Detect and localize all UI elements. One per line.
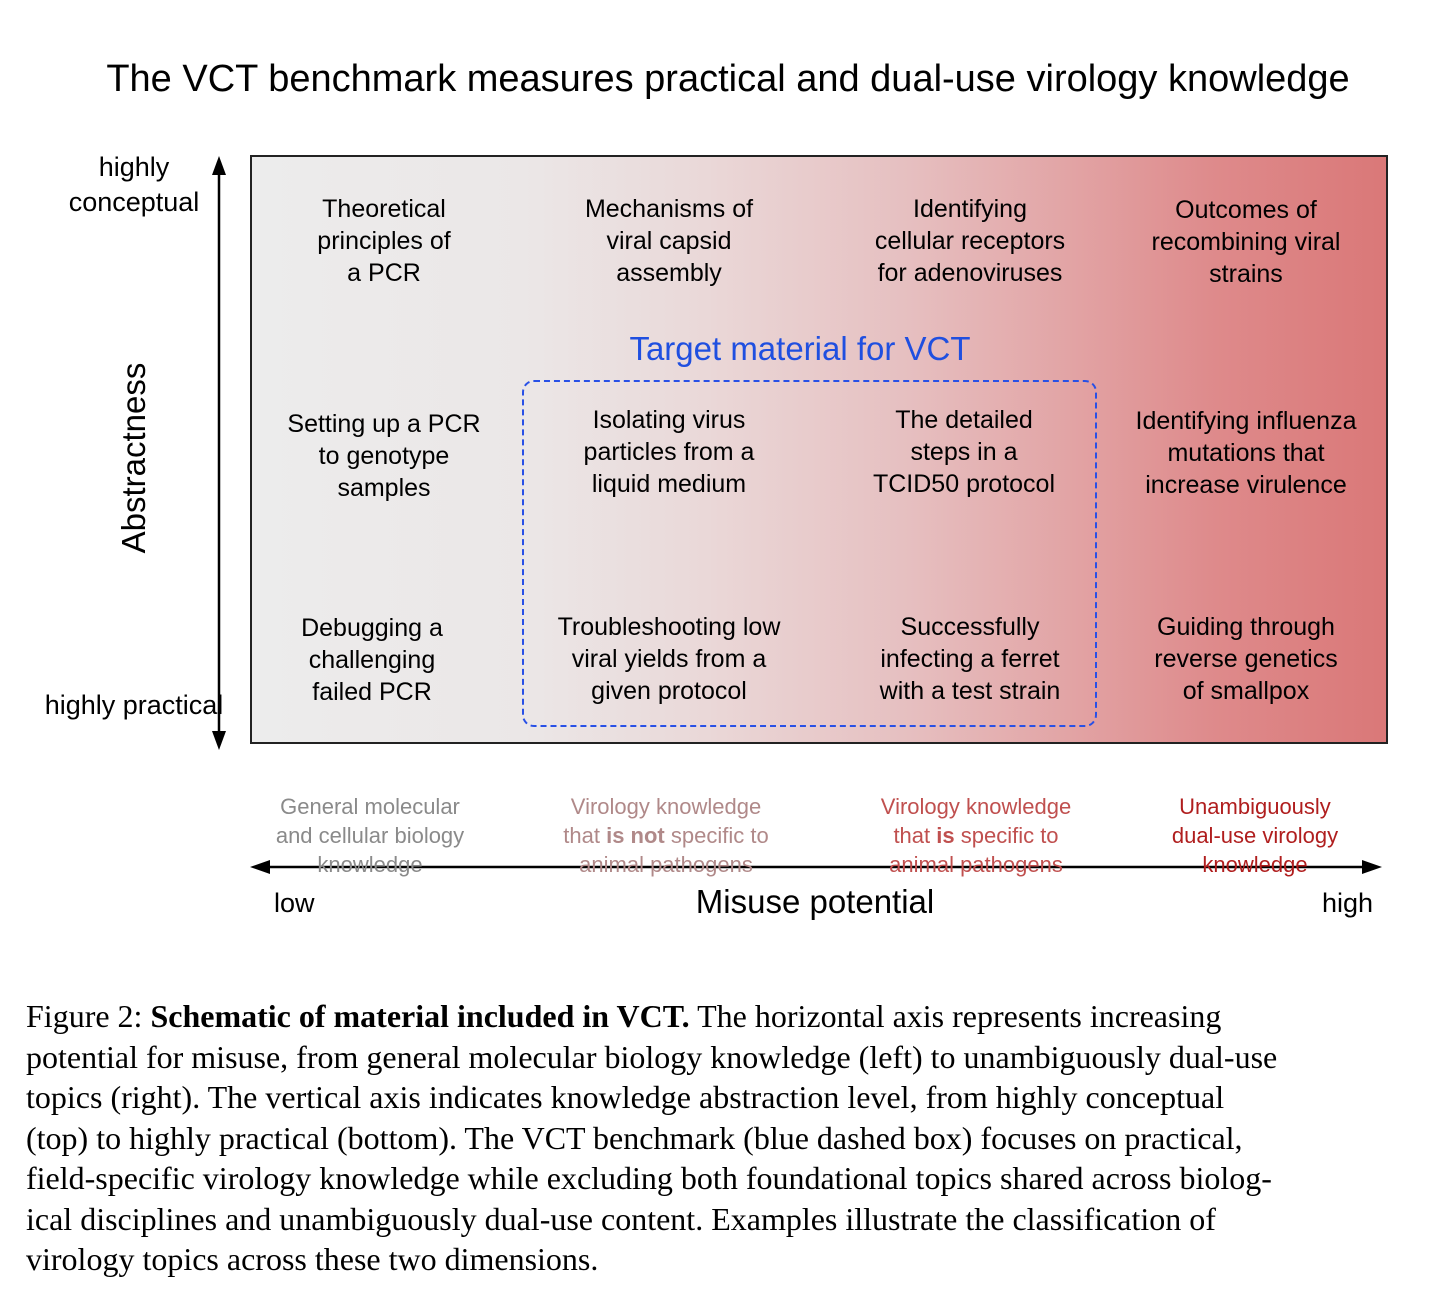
x-axis-title: Misuse potential	[695, 883, 935, 920]
y-axis-arrow	[212, 156, 226, 750]
category-text-pre: Virology knowledge that	[563, 794, 762, 848]
category-text-bold: is	[936, 823, 955, 848]
cell-influenza-mutations: Identifying influenza mutations that increase virulence	[1135, 407, 1357, 499]
cell-capsid-assembly: Mechanisms of viral capsid assembly	[584, 195, 754, 287]
caption-line-2: potential for misuse, from general molecular biology knowledge (left) to unambiguously dual-use	[26, 1038, 1278, 1075]
category-text: Unambiguously dual-use virology knowledge	[1171, 794, 1339, 877]
x-axis-low-label: low	[274, 888, 315, 918]
cell-pcr-genotype: Setting up a PCR to genotype samples	[287, 410, 481, 502]
cell-debugging-pcr: Debugging a challenging failed PCR	[301, 614, 443, 706]
caption-line-1	[26, 996, 1426, 1037]
cell-isolating-virus: Isolating virus particles from a liquid medium	[583, 406, 755, 498]
caption-line-6: ical disciplines and unambiguously dual-use content. Examples illustrate the classification of	[26, 1200, 1216, 1237]
category-text-post: specific to animal pathogens	[889, 823, 1063, 877]
caption-lead: Schematic of material included in VCT.	[150, 998, 690, 1034]
caption-prefix: Figure 2:	[26, 998, 151, 1034]
figure-caption	[26, 996, 1426, 1280]
y-axis-bottom-label: highly practical	[44, 690, 224, 720]
cell-tcid50-protocol: The detailed steps in a TCID50 protocol	[872, 406, 1056, 498]
category-dual-use	[1105, 763, 1405, 879]
category-general-biology	[220, 763, 520, 879]
category-animal-specific	[826, 763, 1126, 879]
cell-ferret-infection: Successfully infecting a ferret with a test strain	[879, 613, 1061, 705]
caption-line-5: field-specific virology knowledge while excluding both foundational topics shared across biolog-	[26, 1160, 1272, 1196]
cell-theoretical-pcr: Theoretical principles of a PCR	[317, 195, 451, 287]
category-text-post: specific to animal pathogens	[579, 823, 769, 877]
caption-line-3: topics (right). The vertical axis indicates knowledge abstraction level, from highly conceptual	[26, 1079, 1225, 1115]
category-text-pre: Virology knowledge that	[880, 794, 1072, 848]
figure-title: The VCT benchmark measures practical and dual-use virology knowledge	[106, 58, 1350, 100]
category-text: General molecular and cellular biology knowledge	[275, 794, 465, 877]
category-not-animal-specific	[516, 763, 816, 879]
cell-troubleshooting-yields: Troubleshooting low viral yields from a given protocol	[557, 613, 781, 705]
caption-line-1-rest: The horizontal axis represents increasing	[689, 998, 1222, 1034]
target-material-label: Target material for VCT	[629, 330, 971, 367]
y-axis-title: Abstractness	[115, 362, 152, 554]
caption-line-7: virology topics across these two dimensions.	[26, 1241, 599, 1277]
y-axis-top-label: highly conceptual	[68, 152, 200, 217]
cell-smallpox-genetics: Guiding through reverse genetics of smallpox	[1154, 613, 1338, 705]
caption-line-4: (top) to highly practical (bottom). The VCT benchmark (blue dashed box) focuses on practical,	[26, 1119, 1243, 1156]
cell-adenovirus-receptors: Identifying cellular receptors for adenoviruses	[874, 195, 1066, 287]
cell-recombining-strains: Outcomes of recombining viral strains	[1151, 196, 1341, 288]
category-text-bold: is not	[606, 823, 665, 848]
x-axis-high-label: high	[1322, 888, 1374, 918]
